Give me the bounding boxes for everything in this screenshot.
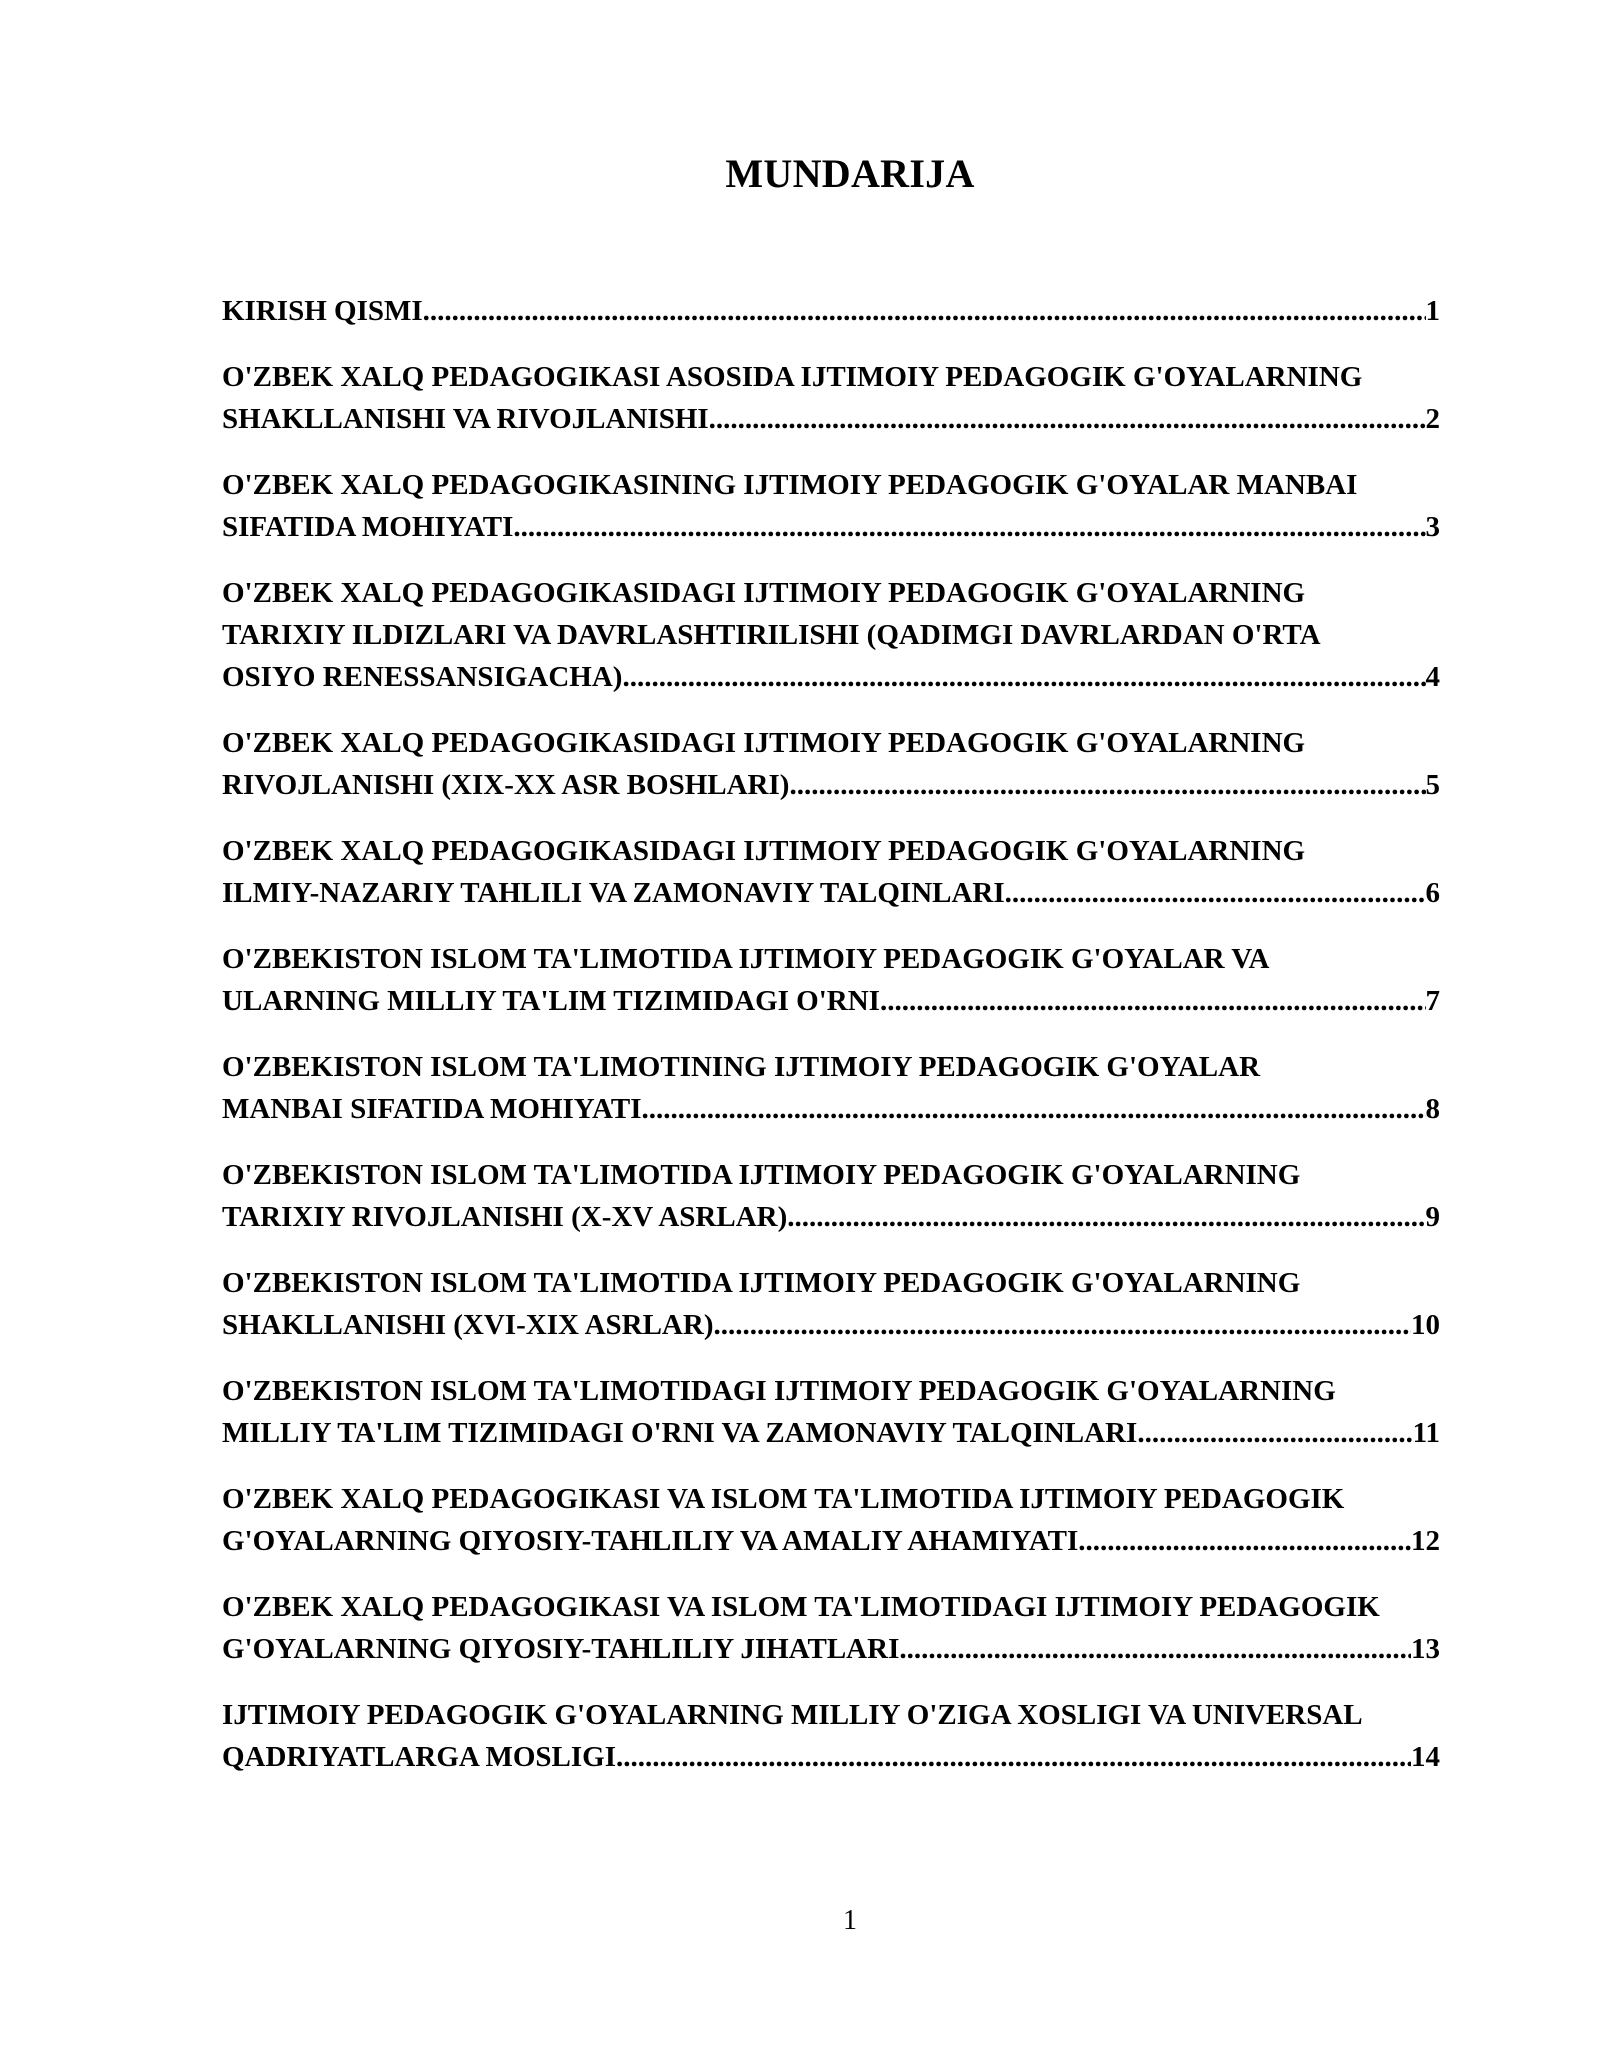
toc-page-number: 7: [1425, 985, 1440, 1017]
toc-entry-last-line: [222, 872, 1440, 914]
toc-page-number: 3: [1425, 511, 1440, 543]
toc-entry[interactable]: [222, 1694, 1477, 1778]
toc-leader-dots: [622, 656, 1425, 698]
toc-entry-last-line: [222, 980, 1440, 1022]
toc-entry[interactable]: [222, 1262, 1477, 1346]
toc-leader-dots: [713, 1304, 1411, 1346]
toc-entry-last-line: [222, 506, 1440, 548]
toc-page-number: 2: [1425, 403, 1440, 435]
toc-entry-title-end: MILLIY TA'LIM TIZIMIDAGI O'RNI VA ZAMONAVIY TALQINLARI: [222, 1417, 1138, 1449]
toc-entry[interactable]: [222, 1046, 1477, 1130]
toc-entry[interactable]: [222, 1154, 1477, 1238]
toc-page-number: 5: [1425, 769, 1440, 801]
page-title: MUNDARIJA: [725, 151, 975, 196]
toc-page-number: 10: [1411, 1309, 1440, 1341]
toc-entry-line: O'ZBEKISTON ISLOM TA'LIMOTIDA IJTIMOIY PEDAGOGIK G'OYALARNING: [222, 1159, 1301, 1191]
toc-entry-title-end: QADRIYATLARGA MOSLIGI: [222, 1741, 616, 1773]
toc-leader-dots: [616, 1736, 1411, 1778]
toc-leader-dots: [899, 1628, 1411, 1670]
toc-page-number: 4: [1425, 661, 1440, 693]
toc-entry-last-line: [222, 290, 1440, 332]
toc-entry-last-line: [222, 1628, 1440, 1670]
toc-page-number: 8: [1425, 1093, 1440, 1125]
page-number: 1: [843, 1905, 857, 1936]
toc-entry-line: O'ZBEK XALQ PEDAGOGIKASIDAGI IJTIMOIY PEDAGOGIK G'OYALARNING: [222, 835, 1306, 867]
toc-entry-line: O'ZBEK XALQ PEDAGOGIKASINING IJTIMOIY PEDAGOGIK G'OYALAR MANBAI: [222, 469, 1358, 501]
toc-page-number: 14: [1411, 1741, 1440, 1773]
toc-entry-line: IJTIMOIY PEDAGOGIK G'OYALARNING MILLIY O'ZIGA XOSLIGI VA UNIVERSAL: [222, 1699, 1363, 1731]
table-of-contents: [222, 290, 1477, 1802]
toc-entry-last-line: [222, 1736, 1440, 1778]
toc-entry[interactable]: [222, 1478, 1477, 1562]
toc-entry-line: O'ZBEKISTON ISLOM TA'LIMOTINING IJTIMOIY PEDAGOGIK G'OYALAR: [222, 1051, 1261, 1083]
toc-entry[interactable]: [222, 1370, 1477, 1454]
toc-entry-last-line: [222, 398, 1440, 440]
toc-entry-line: O'ZBEK XALQ PEDAGOGIKASI VA ISLOM TA'LIMOTIDA IJTIMOIY PEDAGOGIK: [222, 1483, 1345, 1515]
toc-leader-dots: [1137, 1412, 1412, 1454]
toc-page-number: 12: [1411, 1525, 1440, 1557]
toc-entry-line: O'ZBEKISTON ISLOM TA'LIMOTIDA IJTIMOIY PEDAGOGIK G'OYALARNING: [222, 1267, 1301, 1299]
toc-page-number: 13: [1411, 1633, 1440, 1665]
toc-entry-title-end: RIVOJLANISHI (XIX-XX ASR BOSHLARI): [222, 769, 790, 801]
toc-entry-line: O'ZBEK XALQ PEDAGOGIKASIDAGI IJTIMOIY PEDAGOGIK G'OYALARNING: [222, 727, 1306, 759]
toc-entry-title-end: KIRISH QISMI: [222, 295, 423, 327]
toc-leader-dots: [1005, 872, 1426, 914]
toc-leader-dots: [641, 1088, 1425, 1130]
toc-leader-dots: [709, 398, 1426, 440]
toc-page-number: 6: [1425, 877, 1440, 909]
toc-entry-last-line: [222, 656, 1440, 698]
toc-leader-dots: [423, 290, 1426, 332]
toc-entry-last-line: [222, 1304, 1440, 1346]
toc-entry-title-end: ILMIY-NAZARIY TAHLILI VA ZAMONAVIY TALQINLARI: [222, 877, 1005, 909]
toc-entry-line: TARIXIY ILDIZLARI VA DAVRLASHTIRILISHI (QADIMGI DAVRLARDAN O'RTA: [222, 619, 1321, 651]
toc-leader-dots: [1078, 1520, 1411, 1562]
toc-leader-dots: [880, 980, 1426, 1022]
toc-entry[interactable]: [222, 572, 1477, 698]
toc-leader-dots: [789, 764, 1425, 806]
toc-entry-title-end: ULARNING MILLIY TA'LIM TIZIMIDAGI O'RNI: [222, 985, 880, 1017]
toc-page-number: 9: [1425, 1201, 1440, 1233]
toc-entry-last-line: [222, 1520, 1440, 1562]
toc-entry-line: O'ZBEK XALQ PEDAGOGIKASIDAGI IJTIMOIY PEDAGOGIK G'OYALARNING: [222, 577, 1306, 609]
toc-entry-last-line: [222, 1412, 1440, 1454]
toc-entry[interactable]: [222, 464, 1477, 548]
toc-entry-line: O'ZBEKISTON ISLOM TA'LIMOTIDAGI IJTIMOIY PEDAGOGIK G'OYALARNING: [222, 1375, 1336, 1407]
toc-entry[interactable]: [222, 722, 1477, 806]
toc-page-number: 1: [1425, 295, 1440, 327]
toc-leader-dots: [513, 506, 1425, 548]
toc-entry-last-line: [222, 1088, 1440, 1130]
toc-entry[interactable]: [222, 938, 1477, 1022]
toc-entry-line: O'ZBEK XALQ PEDAGOGIKASI VA ISLOM TA'LIMOTIDAGI IJTIMOIY PEDAGOGIK: [222, 1591, 1380, 1623]
toc-entry-title-end: SHAKLLANISHI (XVI-XIX ASRLAR): [222, 1309, 714, 1341]
toc-entry-line: O'ZBEKISTON ISLOM TA'LIMOTIDA IJTIMOIY PEDAGOGIK G'OYALAR VA: [222, 943, 1270, 975]
toc-entry-title-end: G'OYALARNING QIYOSIY-TAHLILIY VA AMALIY AHAMIYATI: [222, 1525, 1079, 1557]
toc-entry-last-line: [222, 764, 1440, 806]
toc-entry-title-end: MANBAI SIFATIDA MOHIYATI: [222, 1093, 642, 1125]
toc-entry-last-line: [222, 1196, 1440, 1238]
toc-entry[interactable]: [222, 290, 1477, 332]
toc-entry-title-end: SHAKLLANISHI VA RIVOJLANISHI: [222, 403, 709, 435]
toc-entry-title-end: G'OYALARNING QIYOSIY-TAHLILIY JIHATLARI: [222, 1633, 900, 1665]
toc-leader-dots: [787, 1196, 1425, 1238]
toc-entry[interactable]: [222, 830, 1477, 914]
toc-entry-title-end: TARIXIY RIVOJLANISHI (X-XV ASRLAR): [222, 1201, 788, 1233]
toc-entry-line: O'ZBEK XALQ PEDAGOGIKASI ASOSIDA IJTIMOIY PEDAGOGIK G'OYALARNING: [222, 361, 1363, 393]
toc-page-number: 11: [1412, 1417, 1440, 1449]
toc-entry-title-end: OSIYO RENESSANSIGACHA): [222, 661, 623, 693]
toc-entry[interactable]: [222, 356, 1477, 440]
toc-entry-title-end: SIFATIDA MOHIYATI: [222, 511, 514, 543]
toc-entry[interactable]: [222, 1586, 1477, 1670]
